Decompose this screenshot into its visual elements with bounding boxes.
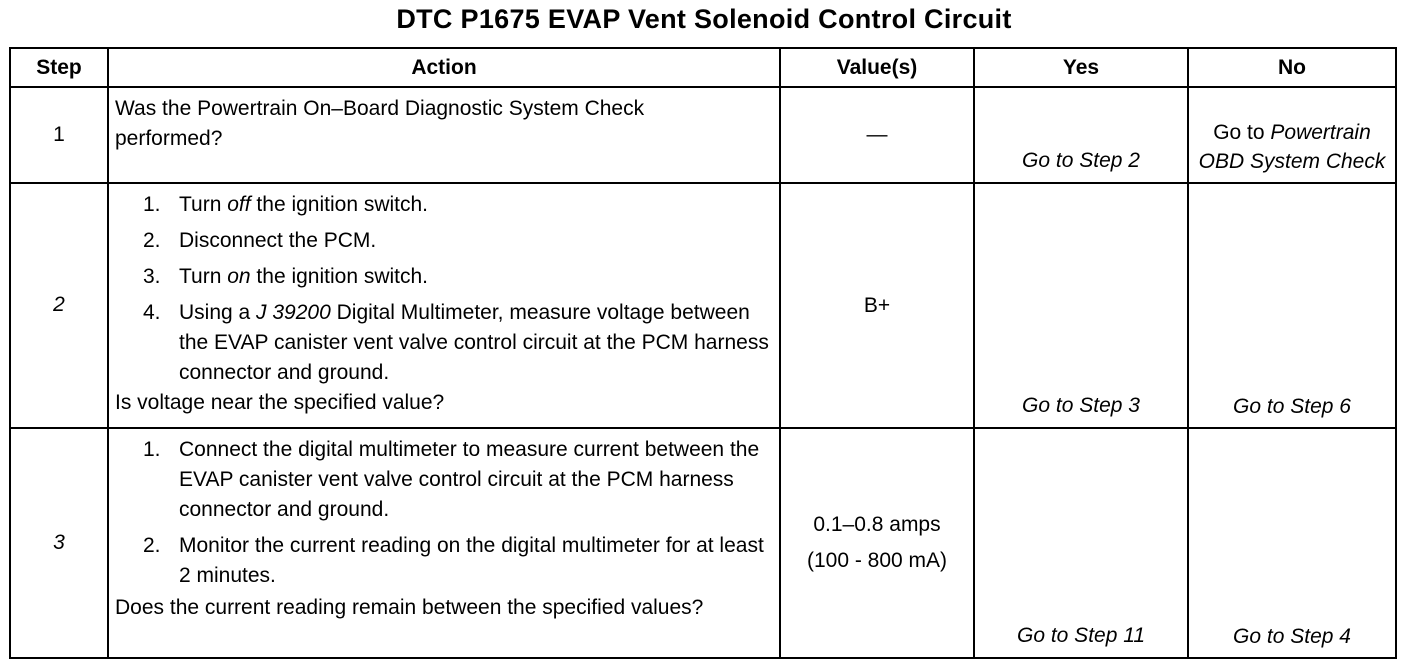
yes-cell: Go to Step 11 bbox=[974, 428, 1188, 658]
question-text: Does the current reading remain between the specified values? bbox=[115, 595, 704, 619]
value-cell bbox=[780, 428, 974, 658]
table-row bbox=[10, 428, 1396, 658]
item-number: 4. bbox=[143, 301, 161, 325]
action-cell bbox=[108, 428, 780, 658]
list-item bbox=[115, 190, 771, 220]
list-item bbox=[115, 262, 771, 292]
header-values: Value(s) bbox=[780, 48, 974, 87]
item-emphasis: on bbox=[227, 265, 251, 289]
item-text: Connect the digital multimeter to measure current between the EVAP canister vent valve control circuit at the PCM harness connector and ground. bbox=[179, 437, 760, 521]
item-text: Using a bbox=[179, 301, 257, 325]
list-item bbox=[115, 435, 771, 525]
header-action: Action bbox=[108, 48, 780, 87]
item-number: 1. bbox=[143, 193, 161, 217]
value-cell: — bbox=[780, 87, 974, 183]
table-header-row bbox=[10, 48, 1396, 87]
list-item bbox=[115, 226, 771, 256]
action-cell bbox=[108, 87, 780, 183]
action-list bbox=[115, 435, 771, 591]
item-text: Turn bbox=[179, 193, 228, 217]
no-cell bbox=[1188, 87, 1396, 183]
page-title: DTC P1675 EVAP Vent Solenoid Control Circuit bbox=[396, 4, 1012, 34]
item-text: Turn bbox=[179, 265, 228, 289]
item-emphasis: J 39200 bbox=[256, 301, 331, 325]
no-reference: Powertrain OBD System Check bbox=[1198, 121, 1386, 174]
diagnostic-table bbox=[9, 47, 1397, 659]
item-text: Disconnect the PCM. bbox=[179, 229, 377, 253]
yes-cell: Go to Step 3 bbox=[974, 183, 1188, 427]
header-step: Step bbox=[10, 48, 108, 87]
item-text: the ignition switch. bbox=[250, 265, 429, 289]
list-item bbox=[115, 531, 771, 591]
item-number: 2. bbox=[143, 229, 161, 253]
item-text: Digital Multimeter, measure voltage between the EVAP canister vent valve control circuit at the PCM harness connector and ground. bbox=[179, 301, 769, 385]
value-amps: 0.1–0.8 amps bbox=[813, 512, 941, 536]
table-row bbox=[10, 183, 1396, 427]
item-emphasis: off bbox=[227, 193, 251, 217]
no-cell: Go to Step 4 bbox=[1188, 428, 1396, 658]
no-cell: Go to Step 6 bbox=[1188, 183, 1396, 427]
value-cell: B+ bbox=[780, 183, 974, 427]
item-number: 3. bbox=[143, 265, 161, 289]
item-text: Monitor the current reading on the digital multimeter for at least 2 minutes. bbox=[179, 533, 764, 587]
list-item bbox=[115, 298, 771, 388]
no-prefix: Go to bbox=[1213, 121, 1271, 145]
item-number: 2. bbox=[143, 533, 161, 557]
header-yes: Yes bbox=[974, 48, 1188, 87]
question-text: Was the Powertrain On–Board Diagnostic System Check performed? bbox=[115, 97, 645, 150]
yes-cell: Go to Step 2 bbox=[974, 87, 1188, 183]
header-no: No bbox=[1188, 48, 1396, 87]
step-number: 1 bbox=[10, 87, 108, 183]
step-number: 2 bbox=[10, 183, 108, 427]
action-cell bbox=[108, 183, 780, 427]
step-number: 3 bbox=[10, 428, 108, 658]
value-milliamps: (100 - 800 mA) bbox=[806, 548, 948, 572]
table-row bbox=[10, 87, 1396, 183]
item-number: 1. bbox=[143, 437, 161, 461]
item-text: the ignition switch. bbox=[250, 193, 429, 217]
question-text: Is voltage near the specified value? bbox=[115, 391, 445, 415]
action-list bbox=[115, 190, 771, 388]
